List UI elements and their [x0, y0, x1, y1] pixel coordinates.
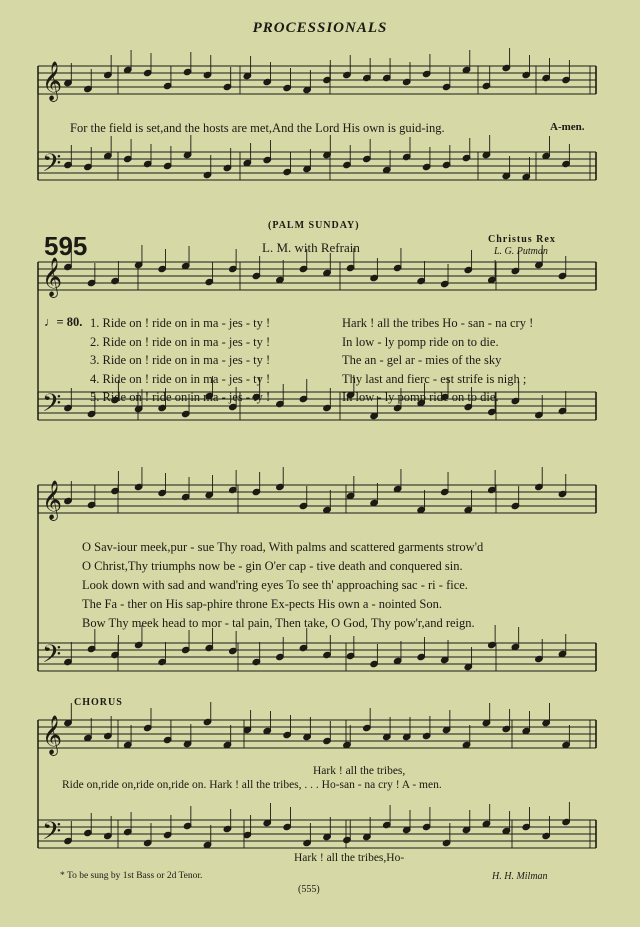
occasion-label: (PALM SUNDAY)	[268, 220, 360, 231]
verse-line: Look down with sad and wand'ring eyes To see th' approaching sac - ri - fice.	[82, 578, 468, 592]
bass-clef: 𝄢	[42, 640, 62, 675]
hymn-number: 595	[44, 231, 88, 261]
bass-clef: 𝄢	[42, 389, 62, 424]
chorus-label: CHORUS	[74, 697, 123, 708]
treble-clef: 𝄞	[42, 257, 63, 297]
verse-line: Bow Thy meek head to mor - tal pain, Then take, O God, Thy pow'r,and reign.	[82, 616, 475, 630]
verse-line: O Sav-iour meek,pur - sue Thy road, With palms and scattered garments strow'd	[82, 540, 484, 554]
verses-part2	[82, 540, 612, 635]
composer-name: L. G. Putman	[494, 246, 548, 257]
treble-clef: 𝄞	[42, 480, 63, 520]
verse-line: 5. Ride on ! ride on in ma - jes - ty ! In low - ly pomp ride on to die.	[90, 390, 499, 404]
top-lyric-line: For the field is set,and the hosts are met,And the Lord His own is guid-ing.	[70, 121, 445, 135]
verse-line: 3. Ride on ! ride on in ma - jes - ty ! The an - gel ar - mies of the sky	[90, 353, 502, 367]
tune-name: Christus Rex	[488, 234, 556, 245]
chorus-upper-lyric: Hark ! all the tribes,	[313, 765, 406, 777]
chorus-lower-lyric: Hark ! all the tribes,Ho-	[294, 852, 405, 864]
verse-line: 4. Ride on ! ride on in ma - jes - ty ! Thy last and fierc - est strife is nigh ;	[90, 371, 527, 386]
meter-label: L. M. with Refrain	[262, 240, 360, 255]
treble-clef: 𝄞	[42, 715, 63, 755]
bass-clef: 𝄢	[42, 817, 62, 852]
top-amen: A-men.	[550, 121, 585, 133]
verse-line: 1. Ride on ! ride on in ma - jes - ty ! Hark ! all the tribes Ho - san - na cry !	[90, 316, 534, 330]
verse-line: 2. Ride on ! ride on in ma - jes - ty ! In low - ly pomp ride on to die.	[90, 334, 499, 349]
chorus-main-lyric: Ride on,ride on,ride on,ride on. Hark ! all the tribes, . . . Ho-san - na cry ! A - men.	[62, 779, 442, 791]
page-header: PROCESSIONALS	[252, 20, 388, 36]
verses-part1	[90, 316, 610, 409]
verse-line: O Christ,Thy triumphs now be - gin O'er cap - tive death and conquered sin.	[82, 559, 463, 573]
tempo-marking: ♩= 80.	[44, 315, 83, 329]
page-number: (555)	[298, 884, 320, 895]
verse-line: The Fa - ther on His sap-phire throne Ex-pects His own a - nointed Son.	[82, 597, 442, 611]
author-name: H. H. Milman	[492, 871, 548, 882]
footnote: * To be sung by 1st Bass or 2d Tenor.	[60, 871, 203, 881]
bass-clef: 𝄢	[42, 149, 62, 184]
treble-clef: 𝄞	[42, 61, 63, 101]
